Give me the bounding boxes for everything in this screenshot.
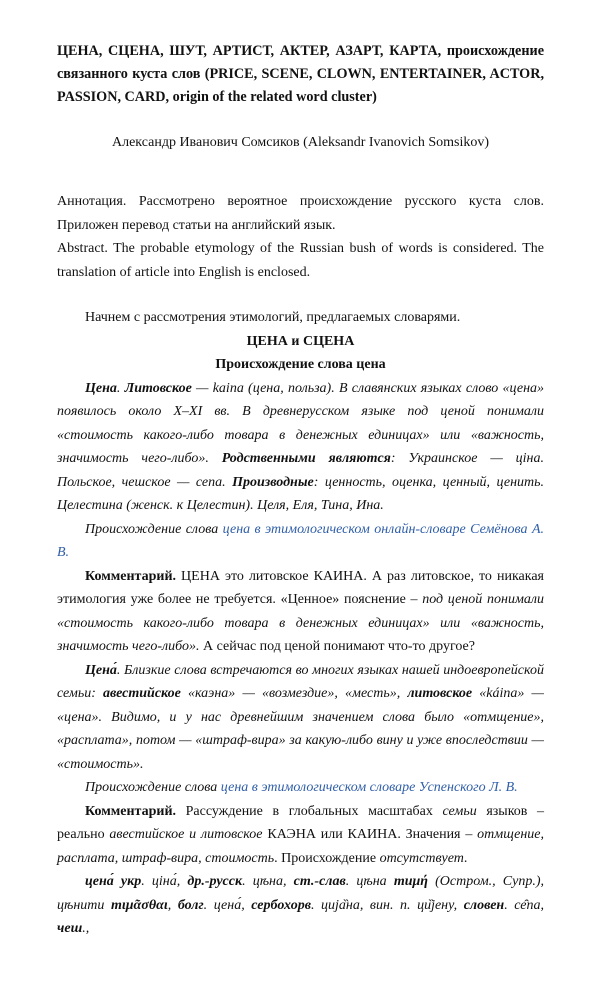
document-page [57,40,544,941]
comment-paragraph-1: Комментарий. ЦЕНА это литовское КАИНА. А раз литовское, то никакая этимология уже более не требуется. «Ценное» пояснение – под ценой понимали «стоимость какого-либо товара в денежных единицах» или «важность, значимость чего-либо». А сейчас под ценой понимают что-то другое? [57,568,544,654]
abstract-russian: Аннотация. Рассмотрено вероятное происхождение русского куста слов. Приложен перевод статьи на английский язык. [57,194,544,233]
dictionary-entry-semenov: Цена. Литовское — kaina (цена, польза). В славянских языках слово «цена» появилось около X–XI вв. В древнерусском языке под ценой понимали «стоимость какого-либо товара в денежных единицах» или «важность, значимость чего-либо». Родственными являются: Украинское — ціна. Польское, чешское — сепа. Производные: ценность, оценка, ценный, ценить. Целестина (женск. к Целестин). Целя, Еля, Тина, Ина. [57,380,545,513]
source-line-uspensky: Происхождение слова цена в этимологическом словаре Успенского Л. В. [85,780,518,795]
abstract [57,190,544,284]
comment-paragraph-2: Комментарий. Рассуждение в глобальных масштабах семьи языков – реально авестийское и литовское КАЭНА или КАИНА. Значения – отмщение, расплата, штраф-вира, стоимость. Происхождение отсутствует. [57,803,545,866]
section-heading: ЦЕНА и СЦЕНА [246,333,355,349]
comment-label: Комментарий. [85,803,177,819]
entry-language: Литовское [124,380,192,396]
subsection-heading: Происхождение слова цена [215,357,386,372]
entry-word: Цена́ [85,662,117,678]
title-english: (PRICE, SCENE, CLOWN, ENTERTAINER, ACTOR, PASSION, CARD, origin of the related word cluster) [57,66,544,105]
dictionary-entry-uspensky: Цена́. Близкие слова встречаются во многих языках нашей индоевропейской семьи: авестийское «каэна» — «возмездие», «месть», литовское «káina» — «цена». Видимо, и у нас древнейшим значением слова было «отмщение», «расплата», потом — «штраф-вира» за какую-либо вину и уже впоследствии — «стоимость». [57,662,544,772]
dictionary-entry-vasmer: цена́ укр. ціна́, др.-русск. цѣна, ст.-слав. цѣна тиμή (Остром., Супр.), цѣнити тιμᾶσθαι, болг. цена́, сербохорв. ција̏на, вин. п. ци̏jену, словен. се̑па, чеш., [57,874,545,936]
source-link-uspensky[interactable]: цена в этимологическом словаре Успенского Л. В. [220,780,518,795]
author-line: Александр Иванович Сомсиков (Aleksandr Ivanovich Somsikov) [111,135,490,150]
paper-title [57,40,544,109]
title-russian: ЦЕНА, СЦЕНА, ШУТ, АРТИСТ, АКТЕР, АЗАРТ, КАРТА, происхождение связанного куста слов [57,43,544,82]
source-line-semenov: Происхождение слова цена в этимологическом онлайн-словаре Семёнова А. В. [57,521,544,560]
entry-word: Цена [85,380,117,396]
source-link-semenov[interactable]: цена в этимологическом онлайн-словаре Семёнова А. В. [57,521,544,560]
intro-paragraph: Начнем с рассмотрения этимологий, предлагаемых словарями. [85,310,461,325]
abstract-english: Abstract. The probable etymology of the Russian bush of words is considered. The translation of article into English is enclosed. [57,241,544,280]
comment-label: Комментарий. [85,568,177,584]
